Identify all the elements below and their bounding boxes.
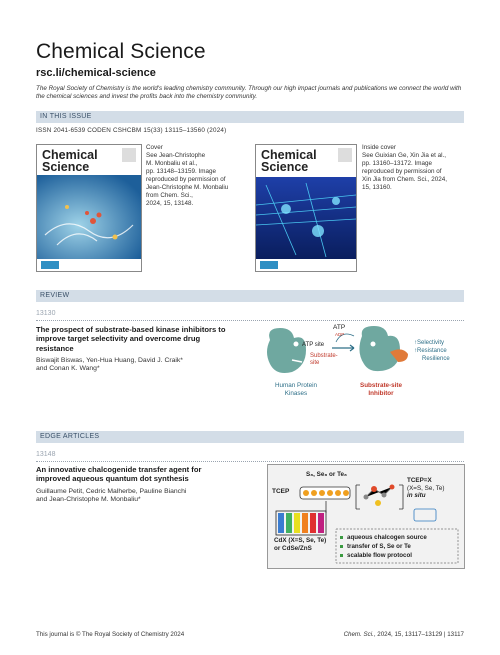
tcep-x-label: TCEP=X (X=S, Se, Te) in situ: [407, 477, 445, 499]
review-divider: [36, 320, 464, 321]
tcep-label: TCEP: [272, 488, 290, 495]
front-cover-caption: Cover See Jean-Christophe M. Monbaliu et al., pp. 13148–13159. Image reproduced by permission of Jean-Christophe M. Monbaliu from Chem. Sci., 2024, 15, 13148.: [146, 144, 229, 207]
review-graphical-abstract[interactable]: [262, 322, 466, 410]
section-bar-in-this-issue: IN THIS ISSUE: [36, 111, 464, 123]
edge-graphical-abstract[interactable]: [267, 464, 465, 569]
atp-label: ATP: [333, 324, 346, 331]
section-bar-edge-articles: EDGE ARTICLES: [36, 431, 464, 443]
edge-divider: [36, 461, 464, 462]
journal-url[interactable]: rsc.li/chemical-science: [36, 67, 156, 79]
inside-cover-mast: Chemical Science: [261, 148, 317, 174]
human-protein-kinases-label: Human Protein Kinases: [275, 382, 317, 397]
edge-benefits-list: aqueous chalcogen source transfer of S, Se or Te scalable flow protocol: [347, 534, 427, 559]
section-bar-review: REVIEW: [36, 290, 464, 302]
edge-title[interactable]: An innovative chalcogenide transfer agent for improved aqueous quantum dot synthesis: [36, 465, 202, 484]
front-cover-image[interactable]: [36, 144, 142, 272]
front-cover-mast: Chemical Science: [42, 148, 98, 174]
journal-description: The Royal Society of Chemistry is the world's leading chemistry community. Through our high impact journals and publications we connect the world with the chemical sciences and invest the profits back into the chemistry community.: [36, 85, 462, 101]
edge-authors: Guillaume Petit, Cedric Malherbe, Pauline Bianchi and Jean-Christophe M. Monbaliu*: [36, 488, 187, 504]
footer-citation: Chem. Sci., 2024, 15, 13117–13129 | 13117: [343, 631, 464, 638]
journal-title: Chemical Science: [36, 40, 206, 63]
adp-label: ADP: [335, 332, 345, 337]
selectivity-benefits: ↑Selectivity ↑Resistance Resilience: [414, 340, 450, 362]
review-page-number[interactable]: 13130: [36, 310, 56, 317]
cdx-label: CdX (X=S, Se, Te) or CdSe/ZnS: [274, 537, 327, 552]
inside-cover-image[interactable]: [255, 144, 357, 272]
review-authors: Biswajit Biswas, Yen-Hua Huang, David J. Craik* and Conan K. Wang*: [36, 357, 183, 373]
edge-page-number[interactable]: 13148: [36, 451, 56, 458]
substrate-site-inhibitor-label: Substrate-site Inhibitor: [360, 382, 402, 397]
front-cover-label: Cover: [146, 144, 163, 151]
chalcogen-source-label: S₈, Se₈ or Te₈: [306, 471, 347, 478]
inside-cover-caption: Inside cover See Guixian Ge, Xin Jia et al., pp. 13160–13172. Image reproduced by permission of Xin Jia from Chem. Sci., 2024, 15, 13160.: [362, 144, 448, 191]
substrate-site-label: Substrate- site: [310, 353, 338, 366]
issn-line: ISSN 2041-6539 CODEN CSHCBM 15(33) 13115–13560 (2024): [36, 127, 227, 134]
review-title[interactable]: The prospect of substrate-based kinase inhibitors to improve target selectivity and overcome drug resistance: [36, 325, 226, 353]
atp-site-label: ATP site: [302, 342, 325, 348]
inside-cover-label: Inside cover: [362, 144, 396, 151]
footer-copyright: This journal is © The Royal Society of Chemistry 2024: [36, 631, 185, 638]
